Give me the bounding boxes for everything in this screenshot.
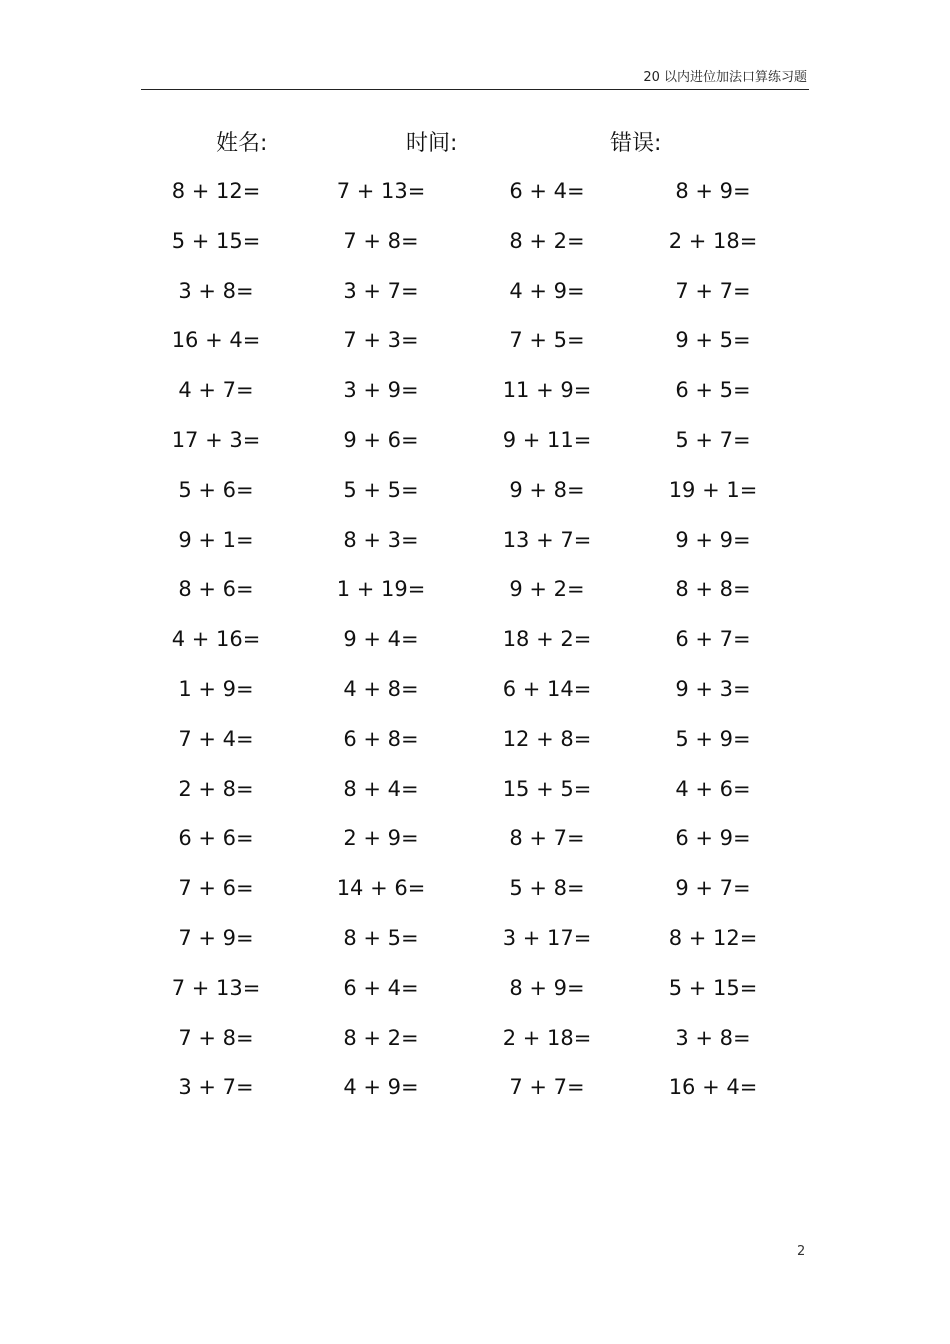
problem-item: 2 + 18=: [502, 1025, 592, 1050]
problem-item: 8 + 8=: [675, 577, 751, 602]
problem-item: 19 + 1=: [668, 477, 758, 502]
problem-item: 4 + 6=: [675, 776, 751, 801]
problem-item: 8 + 3=: [343, 527, 419, 552]
problem-item: 3 + 9=: [343, 378, 419, 403]
problem-row: [141, 772, 751, 822]
problem-item: 18 + 2=: [502, 627, 592, 652]
problem-item: 8 + 5=: [343, 925, 419, 950]
problem-grid: [141, 174, 758, 1120]
problem-item: 9 + 7=: [675, 876, 751, 901]
problem-item: 5 + 8=: [509, 876, 585, 901]
problem-row: [141, 323, 751, 373]
problem-item: 7 + 9=: [178, 925, 254, 950]
time-label: 时间:: [406, 131, 458, 156]
problem-item: 9 + 8=: [509, 477, 585, 502]
problem-item: 8 + 9=: [509, 975, 585, 1000]
problem-item: 3 + 8=: [675, 1025, 751, 1050]
problem-row: [141, 971, 758, 1021]
problem-item: 7 + 6=: [178, 876, 254, 901]
problem-item: 7 + 7=: [509, 1075, 585, 1100]
problem-row: [141, 622, 751, 672]
problem-item: 9 + 11=: [502, 427, 592, 452]
problem-item: 6 + 8=: [343, 726, 419, 751]
problem-item: 4 + 8=: [343, 676, 419, 701]
problem-item: 4 + 9=: [343, 1075, 419, 1100]
problem-row: [141, 473, 758, 523]
problem-row: [141, 672, 751, 722]
problem-item: 3 + 8=: [178, 278, 254, 303]
problem-item: 7 + 3=: [343, 328, 419, 353]
problem-item: 5 + 6=: [178, 477, 254, 502]
problem-item: 6 + 7=: [675, 627, 751, 652]
problem-item: 2 + 18=: [668, 228, 758, 253]
problem-row: [141, 523, 751, 573]
problem-item: 4 + 9=: [509, 278, 585, 303]
problem-item: 12 + 8=: [502, 726, 592, 751]
problem-item: 5 + 15=: [668, 975, 758, 1000]
errors-label: 错误:: [610, 131, 662, 156]
problem-item: 5 + 5=: [343, 477, 419, 502]
problem-item: 6 + 6=: [178, 826, 254, 851]
problem-item: 7 + 4=: [178, 726, 254, 751]
problem-row: [141, 1070, 758, 1120]
problem-item: 7 + 13=: [336, 179, 426, 203]
problem-item: 6 + 4=: [343, 975, 419, 1000]
problem-row: [141, 871, 751, 921]
problem-row: [141, 722, 751, 772]
problem-item: 3 + 17=: [502, 925, 592, 950]
problem-item: 8 + 12=: [171, 179, 261, 203]
header-title: 20 以内进位加法口算练习题: [643, 70, 807, 85]
problem-item: 15 + 5=: [502, 776, 592, 801]
problem-item: 6 + 14=: [502, 676, 592, 701]
problem-item: 8 + 9=: [675, 179, 751, 203]
problem-row: [141, 572, 751, 622]
problem-item: 7 + 5=: [509, 328, 585, 353]
problem-row: [141, 174, 751, 224]
header-divider: [141, 89, 809, 90]
problem-item: 2 + 8=: [178, 776, 254, 801]
problem-item: 9 + 4=: [343, 627, 419, 652]
problem-item: 9 + 1=: [178, 527, 254, 552]
problem-item: 9 + 6=: [343, 427, 419, 452]
problem-item: 6 + 9=: [675, 826, 751, 851]
problem-item: 3 + 7=: [343, 278, 419, 303]
problem-item: 8 + 12=: [668, 925, 758, 950]
problem-row: [141, 1021, 751, 1071]
problem-item: 2 + 9=: [343, 826, 419, 851]
problem-item: 8 + 6=: [178, 577, 254, 602]
problem-item: 6 + 4=: [509, 179, 585, 203]
problem-item: 5 + 15=: [171, 228, 261, 253]
problem-item: 8 + 2=: [343, 1025, 419, 1050]
problem-item: 9 + 9=: [675, 527, 751, 552]
problem-item: 7 + 8=: [178, 1025, 254, 1050]
problem-item: 9 + 2=: [509, 577, 585, 602]
name-label: 姓名:: [216, 131, 268, 156]
problem-row: [141, 821, 751, 871]
problem-row: [141, 274, 751, 324]
problem-item: 14 + 6=: [336, 876, 426, 901]
problem-item: 9 + 5=: [675, 328, 751, 353]
problem-item: 7 + 13=: [171, 975, 261, 1000]
problem-item: 1 + 19=: [336, 577, 426, 602]
problem-item: 4 + 16=: [171, 627, 261, 652]
problem-item: 5 + 7=: [675, 427, 751, 452]
problem-row: [141, 423, 751, 473]
problem-item: 9 + 3=: [675, 676, 751, 701]
problem-row: [141, 373, 751, 423]
problem-item: 11 + 9=: [502, 378, 592, 403]
page-number: 2: [797, 1244, 806, 1259]
problem-item: 4 + 7=: [178, 378, 254, 403]
problem-item: 16 + 4=: [171, 328, 261, 353]
problem-item: 1 + 9=: [178, 676, 254, 701]
problem-item: 7 + 8=: [343, 228, 419, 253]
student-info-fields: [0, 126, 950, 160]
problem-item: 16 + 4=: [668, 1075, 758, 1100]
problem-row: [141, 224, 758, 274]
problem-item: 7 + 7=: [675, 278, 751, 303]
problem-row: [141, 921, 758, 971]
problem-item: 17 + 3=: [171, 427, 261, 452]
problem-item: 8 + 4=: [343, 776, 419, 801]
problem-item: 13 + 7=: [502, 527, 592, 552]
problem-item: 5 + 9=: [675, 726, 751, 751]
problem-item: 8 + 7=: [509, 826, 585, 851]
problem-item: 8 + 2=: [509, 228, 585, 253]
problem-item: 6 + 5=: [675, 378, 751, 403]
problem-item: 3 + 7=: [178, 1075, 254, 1100]
